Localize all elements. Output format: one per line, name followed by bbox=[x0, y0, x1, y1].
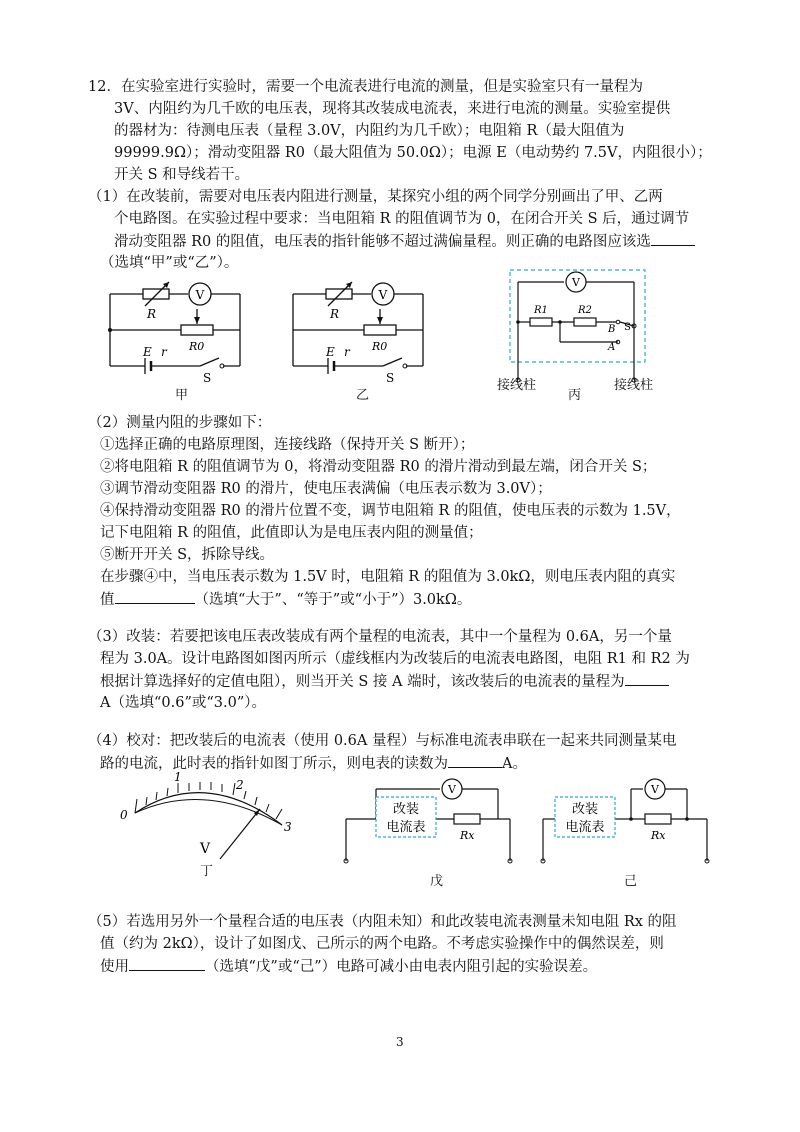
switch-label-jia: S bbox=[203, 371, 212, 385]
answer-blank-3[interactable] bbox=[625, 671, 669, 686]
voltmeter-label-jia: V bbox=[195, 288, 205, 302]
terminal-left-label: 接线柱 bbox=[497, 378, 537, 393]
stem-line-2: 3V、内阻约为几千欧的电压表，现将其改装成电流表，来进行电流的测量。实验室提供 bbox=[114, 101, 671, 117]
tick-3: 3 bbox=[284, 820, 292, 834]
part2-line-1: （2）测量内阻的步骤如下： bbox=[88, 415, 272, 431]
switch-label-yi: S bbox=[386, 371, 395, 385]
emf-label-jia: E bbox=[143, 345, 152, 359]
part2-line-9-wrap bbox=[100, 589, 471, 610]
voltmeter-label-ji: V bbox=[651, 783, 659, 796]
part3-line-4: A（选填“0.6”或“3.0”）。 bbox=[100, 695, 266, 711]
stem-line-3: 的器材为：待测电压表（量程 3.0V，内阻约为几千欧）；电阻箱 R（最大阻值为 bbox=[114, 123, 625, 139]
part4-line-3: A。 bbox=[502, 756, 527, 772]
caption-jia: 甲 bbox=[175, 388, 189, 403]
meter-unit-label: V bbox=[200, 841, 211, 857]
box-line-1-ji: 改装 bbox=[571, 802, 599, 817]
rheostat-label-jia: R0 bbox=[189, 340, 205, 353]
part2-line-6: 记下电阻箱 R 的阻值，此值即认为是电压表内阻的测量值； bbox=[100, 525, 483, 541]
voltmeter-label-wu: V bbox=[448, 783, 456, 796]
part3-line-2: 程为 3.0A。设计电路图如图丙所示（虚线框内为改装后的电流表电路图，电阻 R1 和 R2 为 bbox=[100, 651, 690, 667]
part3-line-1: （3）改装：若要把该电压表改装成有两个量程的电流表，其中一个量程为 0.6A，另一个量 bbox=[88, 629, 672, 645]
part2-line-10: （选填“大于”、“等于”或“小于”）3.0kΩ。 bbox=[194, 592, 472, 608]
caption-yi: 乙 bbox=[356, 388, 370, 403]
stem-line-5: 开关 S 和导线若干。 bbox=[114, 167, 250, 183]
resistor-R2-label: R2 bbox=[578, 305, 592, 316]
answer-blank-1[interactable] bbox=[651, 231, 695, 246]
part5-line-1: （5）若选用另外一个量程合适的电压表（内阻未知）和此改装电流表测量未知电阻 Rx 的阻 bbox=[88, 914, 677, 930]
tick-2: 2 bbox=[236, 778, 244, 792]
circuit-ji bbox=[535, 775, 715, 870]
internal-r-label-yi: r bbox=[344, 345, 350, 359]
resistor-R1-label: R1 bbox=[534, 305, 548, 316]
part2-line-2: ①选择正确的电路原理图，连接线路（保持开关 S 断开）； bbox=[100, 437, 475, 453]
part5-line-3: 使用 bbox=[100, 959, 129, 975]
caption-ding: 丁 bbox=[200, 864, 214, 879]
part2-line-8: 在步骤④中，当电压表示数为 1.5V 时，电阻箱 R 的阻值为 3.0kΩ，则电压表内阻的真实 bbox=[100, 569, 676, 585]
part5-line-3-wrap bbox=[100, 956, 597, 977]
part1-line-1: （1）在改装前，需要对电压表内阻进行测量，某探究小组的两个同学分别画出了甲、乙两 bbox=[88, 189, 663, 205]
box-line-2-wu: 电流表 bbox=[386, 820, 426, 835]
circuit-bing bbox=[500, 268, 650, 388]
stem-line-1: 12．在实验室进行实验时，需要一个电流表进行电流的测量，但是实验室只有一量程为 bbox=[88, 79, 643, 95]
part4-line-2-wrap bbox=[100, 753, 527, 774]
contact-B-label: B bbox=[608, 324, 616, 335]
rx-label-wu: Rx bbox=[460, 829, 475, 842]
terminal-right-label: 接线柱 bbox=[614, 378, 654, 393]
rx-label-ji: Rx bbox=[651, 829, 666, 842]
part1-line-4: （选填“甲”或“乙”）。 bbox=[100, 255, 239, 271]
voltmeter-label-yi: V bbox=[378, 288, 388, 302]
emf-label-yi: E bbox=[326, 345, 335, 359]
part2-line-4: ③调节滑动变阻器 R0 的滑片，使电压表满偏（电压表示数为 3.0V）； bbox=[100, 481, 552, 497]
internal-r-label-jia: r bbox=[161, 345, 167, 359]
rheostat-label-yi: R0 bbox=[372, 340, 388, 353]
part1-line-2: 个电路图。在实验过程中要求：当电阻箱 R 的阻值调节为 0，在闭合开关 S 后，通过调节 bbox=[114, 211, 690, 227]
part3-line-3-wrap bbox=[100, 671, 669, 692]
resistor-R-label-yi: R bbox=[330, 307, 340, 321]
circuit-yi bbox=[288, 280, 428, 390]
part2-line-7: ⑤断开开关 S，拆除导线。 bbox=[100, 547, 275, 563]
caption-wu: 戊 bbox=[430, 874, 444, 889]
resistor-R-label-jia: R bbox=[147, 307, 157, 321]
part5-line-4: （选填“戊”或“己”）电路可减小由电表内阻引起的实验误差。 bbox=[205, 959, 598, 975]
part3-line-3: 根据计算选择好的定值电阻），则当开关 S 接 A 端时，该改装后的电流表的量程为 bbox=[100, 674, 625, 690]
part4-line-1: （4）校对：把改装后的电流表（使用 0.6A 量程）与标准电流表串联在一起来共同测量某电 bbox=[88, 733, 677, 749]
part1-line-3: 滑动变阻器 R0 的阻值，电压表的指针能够不超过满偏量程。则正确的电路图应该选 bbox=[114, 234, 651, 250]
tick-1: 1 bbox=[174, 770, 182, 784]
answer-blank-5[interactable] bbox=[129, 956, 205, 971]
tick-0: 0 bbox=[120, 808, 128, 822]
answer-blank-2[interactable] bbox=[115, 589, 195, 604]
part1-line-3-wrap bbox=[114, 231, 695, 252]
part5-line-2: 值（约为 2kΩ），设计了如图戊、己所示的两个电路。不考虑实验操作中的偶然误差，则 bbox=[100, 936, 664, 952]
box-line-1-wu: 改装 bbox=[392, 802, 420, 817]
box-line-2-ji: 电流表 bbox=[565, 820, 605, 835]
caption-bing: 丙 bbox=[568, 388, 582, 403]
switch-label-bing: S bbox=[624, 322, 631, 333]
part2-line-9: 值 bbox=[100, 592, 115, 608]
part4-line-2: 路的电流，此时表的指针如图丁所示，则电表的读数为 bbox=[100, 756, 448, 772]
page-number: 3 bbox=[396, 1035, 404, 1049]
stem-line-4: 99999.9Ω）；滑动变阻器 R0（最大阻值为 50.0Ω）；电源 E（电动势约 7.5V，内阻很小）； bbox=[114, 145, 712, 161]
answer-blank-4[interactable] bbox=[448, 753, 502, 768]
part2-line-5: ④保持滑动变阻器 R0 的滑片位置不变，调节电阻箱 R 的阻值，使电压表的示数为 1.5V， bbox=[100, 503, 681, 519]
contact-A-label: A bbox=[608, 342, 616, 353]
caption-ji: 己 bbox=[624, 874, 638, 889]
voltmeter-label-bing: V bbox=[572, 276, 580, 289]
circuit-jia bbox=[105, 280, 245, 390]
part2-line-3: ②将电阻箱 R 的阻值调节为 0，将滑动变阻器 R0 的滑片滑动到最左端，闭合开关 S； bbox=[100, 459, 657, 475]
circuit-wu bbox=[338, 775, 518, 870]
